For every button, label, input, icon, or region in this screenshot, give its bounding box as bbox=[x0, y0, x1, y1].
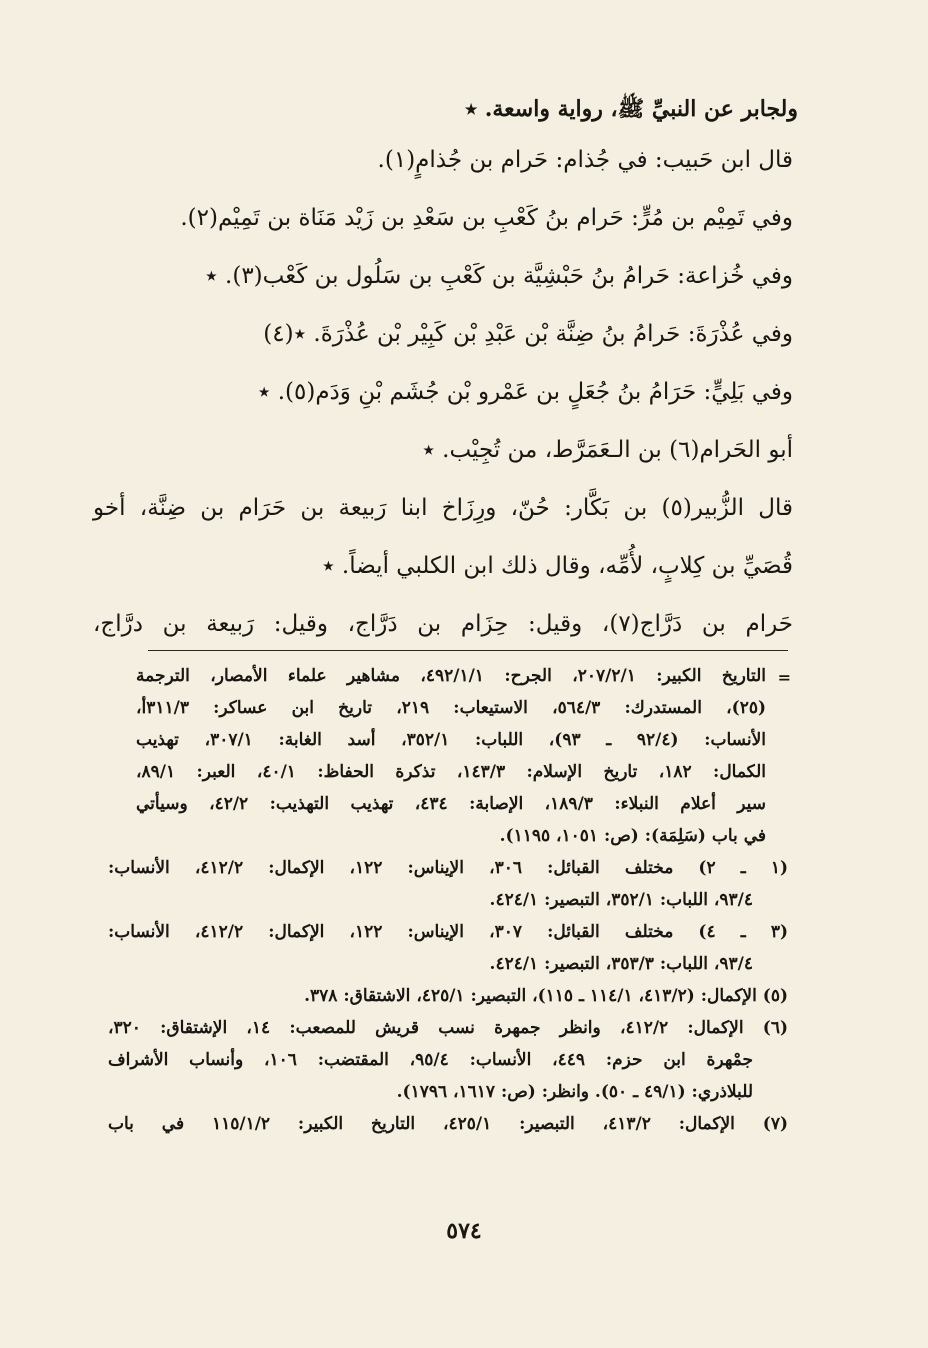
main-line-8: قُصَيِّ بن كِلابٍ، لأُمِّه، وقال ذلك ابن الكلبي أيضاً. ٭ bbox=[322, 553, 793, 579]
footnote-line-13: جمْهرة ابن حزم: ٤٤٩، الأنساب: ٩٥/٤، المقتضب: ١٠٦، وأنساب الأشراف bbox=[108, 1050, 753, 1070]
main-line-6: أبو الحَرام(٦) بن الـعَمَرَّط، من تُجِيْب. ٭ bbox=[422, 437, 793, 463]
footnote-continuation-marker: = bbox=[777, 668, 791, 687]
footnote-line-4: الكمال: ١٨٢، تاريخ الإسلام: ١٤٣/٣، تذكرة الحفاظ: ٤٠/١، العبر: ٨٩/١، bbox=[136, 762, 766, 782]
main-line-3: وفي خُزاعة: حَرامُ بنُ حَبْشِيَّة بن كَعْبِ بن سَلُول بن كَعْب(٣). ٭ bbox=[205, 263, 793, 289]
footnotes bbox=[136, 660, 766, 852]
main-line-2: وفي تَمِيْم بن مُرٍّ: حَرام بنُ كَعْبِ بن سَعْدِ بن زَيْد مَنَاة بن تَمِيْم(٢). bbox=[180, 205, 793, 231]
opening-line: ولجابر عن النبيِّ ﷺ، رواية واسعة. ٭ bbox=[465, 96, 798, 122]
footnote-line-11: (٥) الإكمال: (٤١٣/٢، ١١٤/١ ـ ١١٥)، التبصير: ٤٢٥/١، الاشتقاق: ٣٧٨. bbox=[304, 986, 788, 1006]
footnote-line-9: (٣ ـ ٤) مختلف القبائل: ٣٠٧، الإيناس: ١٢٢، الإكمال: ٤١٢/٢، الأنساب: bbox=[108, 922, 788, 942]
page-number: ٥٧٤ bbox=[446, 1218, 482, 1244]
footnote-divider bbox=[148, 650, 788, 651]
footnotes-numbered bbox=[108, 852, 788, 1140]
footnote-line-8: ٩٣/٤، اللباب: ٣٥٢/١، التبصير: ٤٢٤/١. bbox=[489, 890, 753, 910]
main-line-5: وفي بَلِيٍّ: حَرَامُ بنُ جُعَلٍ بن عَمْرو بْن جُشَم بْنِ وَدَم(٥). ٭ bbox=[257, 379, 793, 405]
main-line-7: قال الزُّبير(٥) بن بَكَّار: حُنّ، ورِزَاخ ابنا رَبيعة بن حَرَام بن ضِنَّة، أخو bbox=[93, 495, 793, 521]
footnote-line-7: (١ ـ ٢) مختلف القبائل: ٣٠٦، الإيناس: ١٢٢، الإكمال: ٤١٢/٢، الأنساب: bbox=[108, 858, 788, 878]
footnote-line-5: سير أعلام النبلاء: ١٨٩/٣، الإصابة: ٤٣٤، تهذيب التهذيب: ٤٢/٢، وسيأتي bbox=[136, 794, 766, 814]
main-line-9: حَرام بن دَرَّاج(٧)، وقيل: حِزَام بن دَرَّاج، وقيل: رَبيعة بن درَّاج، bbox=[93, 611, 793, 637]
footnote-line-3: الأنساب: (٩٢/٤ ـ ٩٣)، اللباب: ٣٥٢/١، أسد الغابة: ٣٠٧/١، تهذيب bbox=[136, 730, 766, 750]
footnote-line-12: (٦) الإكمال: ٤١٢/٢، وانظر جمهرة نسب قريش للمصعب: ١٤، الإشتقاق: ٣٢٠، bbox=[108, 1018, 788, 1038]
footnote-line-14: للبلاذري: (٤٩/١ ـ ٥٠). وانظر: (ص: ١٦١٧، ١٧٩٦). bbox=[396, 1082, 753, 1102]
footnote-line-1: التاريخ الكبير: ٢٠٧/٢/١، الجرح: ٤٩٢/١/١، مشاهير علماء الأمصار، الترجمة bbox=[136, 666, 766, 686]
main-line-4: وفي عُذْرَةَ: حَرامُ بنُ ضِنَّة بْن عَبْدِ بْن كَبِيْر بْن عُذْرَةَ. ٭(٤) bbox=[263, 321, 793, 347]
main-line-1: قال ابن حَبيب: في جُذام: حَرام بن جُذامٍ(١). bbox=[377, 147, 793, 173]
footnote-line-6: في باب (سَلِمَة): (ص: ١٠٥١، ١١٩٥). bbox=[499, 826, 766, 846]
footnote-line-15: (٧) الإكمال: ٤١٣/٢، التبصير: ٤٢٥/١، التاريخ الكبير: ١١٥/١/٢ في باب bbox=[108, 1114, 788, 1134]
footnote-line-2: (٢٥)، المستدرك: ٥٦٤/٣، الاستيعاب: ٢١٩، تاريخ ابن عساكر: ٣١١/٣أ، bbox=[136, 698, 766, 718]
footnote-line-10: ٩٣/٤، اللباب: ٣٥٣/٣، التبصير: ٤٢٤/١. bbox=[489, 954, 753, 974]
main-text bbox=[93, 131, 793, 653]
